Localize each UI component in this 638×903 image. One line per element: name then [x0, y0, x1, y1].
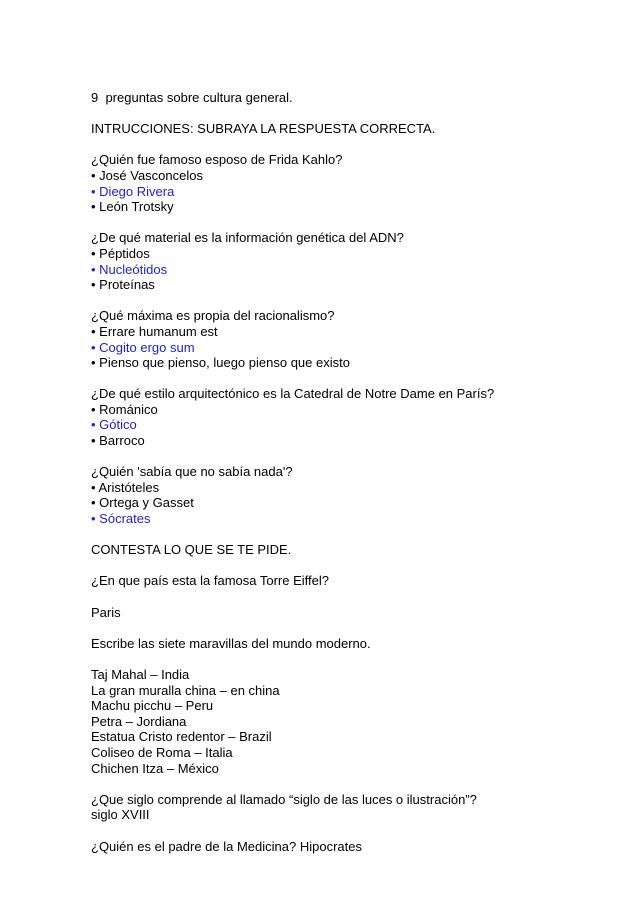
answer-text: Paris: [91, 604, 121, 620]
list-item: Coliseo de Roma – Italia: [91, 744, 233, 760]
question-text: ¿En que país esta la famosa Torre Eiffel?: [91, 573, 329, 589]
option: • Aristóteles: [91, 479, 160, 495]
option: • León Trotsky: [91, 199, 174, 215]
option-correct: • Gótico: [91, 417, 137, 433]
spacer: [91, 215, 611, 231]
list-item: Petra – Jordiana: [91, 713, 187, 729]
question-text: ¿Qué máxima es propia del racionalismo?: [91, 308, 335, 324]
instructions: INTRUCCIONES: SUBRAYA LA RESPUESTA CORRECTA.: [91, 121, 436, 137]
list-item: Estatua Cristo redentor – Brazil: [91, 729, 272, 745]
spacer: [91, 558, 611, 574]
spacer: [91, 106, 611, 122]
document-title: 9 preguntas sobre cultura general.: [91, 90, 293, 105]
option: • Románico: [91, 401, 158, 417]
spacer: [91, 137, 611, 153]
question-block: [91, 308, 611, 370]
option: • Ortega y Gasset: [91, 495, 194, 511]
answer-text: siglo XVIII: [91, 807, 150, 823]
question-block: [91, 152, 611, 214]
question-block: [91, 386, 611, 448]
question-text: ¿De qué estilo arquitectónico es la Catedral de Notre Dame en París?: [91, 386, 495, 402]
answer-list: [91, 667, 611, 776]
question-block: [91, 464, 611, 526]
option: • Pienso que pienso, luego pienso que existo: [91, 355, 350, 371]
question-block: [91, 230, 611, 292]
list-item: Chichen Itza – México: [91, 760, 219, 776]
question-text: ¿Quién 'sabía que no sabía nada'?: [91, 464, 293, 480]
spacer: [91, 449, 611, 465]
option-correct: • Diego Rivera: [91, 183, 175, 199]
document-page: [91, 90, 611, 854]
spacer: [91, 293, 611, 309]
question-text: Escribe las siete maravillas del mundo moderno.: [91, 635, 371, 651]
option: • Barroco: [91, 433, 145, 449]
option-correct: • Sócrates: [91, 511, 151, 527]
question-text: ¿Quién fue famoso esposo de Frida Kahlo?: [91, 152, 343, 168]
option: • Proteínas: [91, 277, 155, 293]
option-correct: • Cogito ergo sum: [91, 339, 195, 355]
option: • Péptidos: [91, 245, 150, 261]
list-item: Machu picchu – Peru: [91, 698, 214, 714]
spacer: [91, 589, 611, 605]
list-item: Taj Mahal – India: [91, 666, 190, 682]
option: • Errare humanum est: [91, 323, 218, 339]
spacer: [91, 371, 611, 387]
option: • José Vasconcelos: [91, 167, 203, 183]
section-heading: CONTESTA LO QUE SE TE PIDE.: [91, 542, 292, 558]
spacer: [91, 776, 611, 792]
spacer: [91, 527, 611, 543]
question-text: ¿De qué material es la información genética del ADN?: [91, 230, 404, 246]
option-correct: • Nucleótidos: [91, 261, 168, 277]
spacer: [91, 651, 611, 667]
spacer: [91, 620, 611, 636]
list-item: La gran muralla china – en china: [91, 682, 280, 698]
spacer: [91, 823, 611, 839]
question-text: ¿Quién es el padre de la Medicina? Hipocrates: [91, 838, 362, 854]
question-text: ¿Que siglo comprende al llamado “siglo de las luces o ilustración”?: [91, 791, 477, 807]
